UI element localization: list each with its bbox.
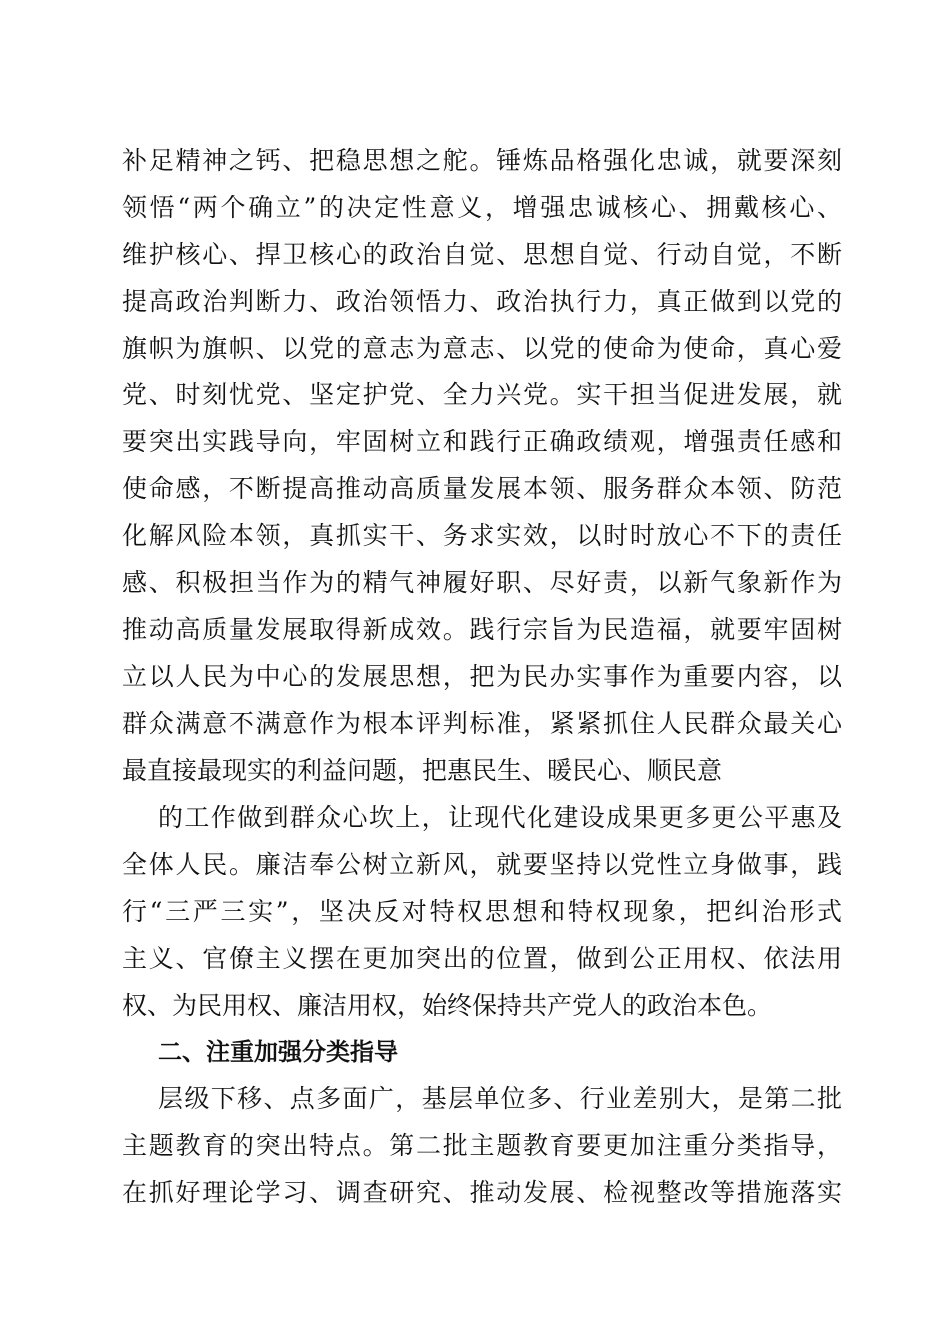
body-paragraph-3 (122, 1076, 842, 1217)
paragraph-line: 领悟“两个确立”的决定性意义，增强忠诚核心、拥戴核心、 (122, 192, 842, 222)
paragraph-line: 主义、官僚主义摆在更加突出的位置，做到公正用权、依法用 (122, 943, 842, 973)
paragraph-line: 立以人民为中心的发展思想，把为民办实事作为重要内容，以 (122, 661, 842, 691)
paragraph-line: 最直接最现实的利益问题，把惠民生、暖民心、顺民意 (122, 755, 723, 785)
section-heading-text: 二、注重加强分类指导 (158, 1038, 398, 1066)
paragraph-line: 要突出实践导向，牢固树立和践行正确政绩观，增强责任感和 (122, 427, 842, 457)
paragraph-line: 的工作做到群众心坎上，让现代化建设成果更多更公平惠及 (158, 803, 842, 832)
body-paragraph-2 (122, 795, 842, 1029)
paragraph-line: 补足精神之钙、把稳思想之舵。锤炼品格强化忠诚，就要深刻 (122, 146, 842, 175)
paragraph-line: 感、积极担当作为的精气神履好职、尽好责，以新气象新作为 (122, 568, 842, 598)
paragraph-line: 化解风险本领，真抓实干、务求实效，以时时放心不下的责任 (122, 521, 842, 551)
paragraph-line: 主题教育的突出特点。第二批主题教育要更加注重分类指导， (122, 1130, 842, 1160)
paragraph-line: 群众满意不满意作为根本评判标准，紧紧抓住人民群众最关心 (122, 708, 842, 738)
paragraph-line: 旗帜为旗帜、以党的意志为意志、以党的使命为使命，真心爱 (122, 333, 842, 363)
paragraph-line: 推动高质量发展取得新成效。践行宗旨为民造福，就要牢固树 (122, 614, 842, 644)
paragraph-line: 权、为民用权、廉洁用权，始终保持共产党人的政治本色。 (122, 990, 773, 1020)
paragraph-line: 党、时刻忧党、坚定护党、全力兴党。实干担当促进发展，就 (122, 380, 842, 410)
paragraph-line: 使命感，不断提高推动高质量发展本领、服务群众本领、防范 (122, 474, 842, 504)
paragraph-line: 全体人民。廉洁奉公树立新风，就要坚持以党性立身做事，践 (122, 849, 842, 879)
paragraph-line: 行“三严三实”，坚决反对特权思想和特权现象，把纠治形式 (122, 896, 842, 926)
paragraph-line: 提高政治判断力、政治领悟力、政治执行力，真正做到以党的 (122, 286, 842, 316)
paragraph-line: 在抓好理论学习、调查研究、推动发展、检视整改等措施落实 (122, 1177, 842, 1207)
body-paragraph-1 (122, 138, 842, 794)
paragraph-line: 层级下移、点多面广，基层单位多、行业差别大，是第二批 (158, 1084, 842, 1113)
section-heading (122, 1029, 842, 1076)
paragraph-line: 维护核心、捍卫核心的政治自觉、思想自觉、行动自觉，不断 (122, 239, 842, 269)
